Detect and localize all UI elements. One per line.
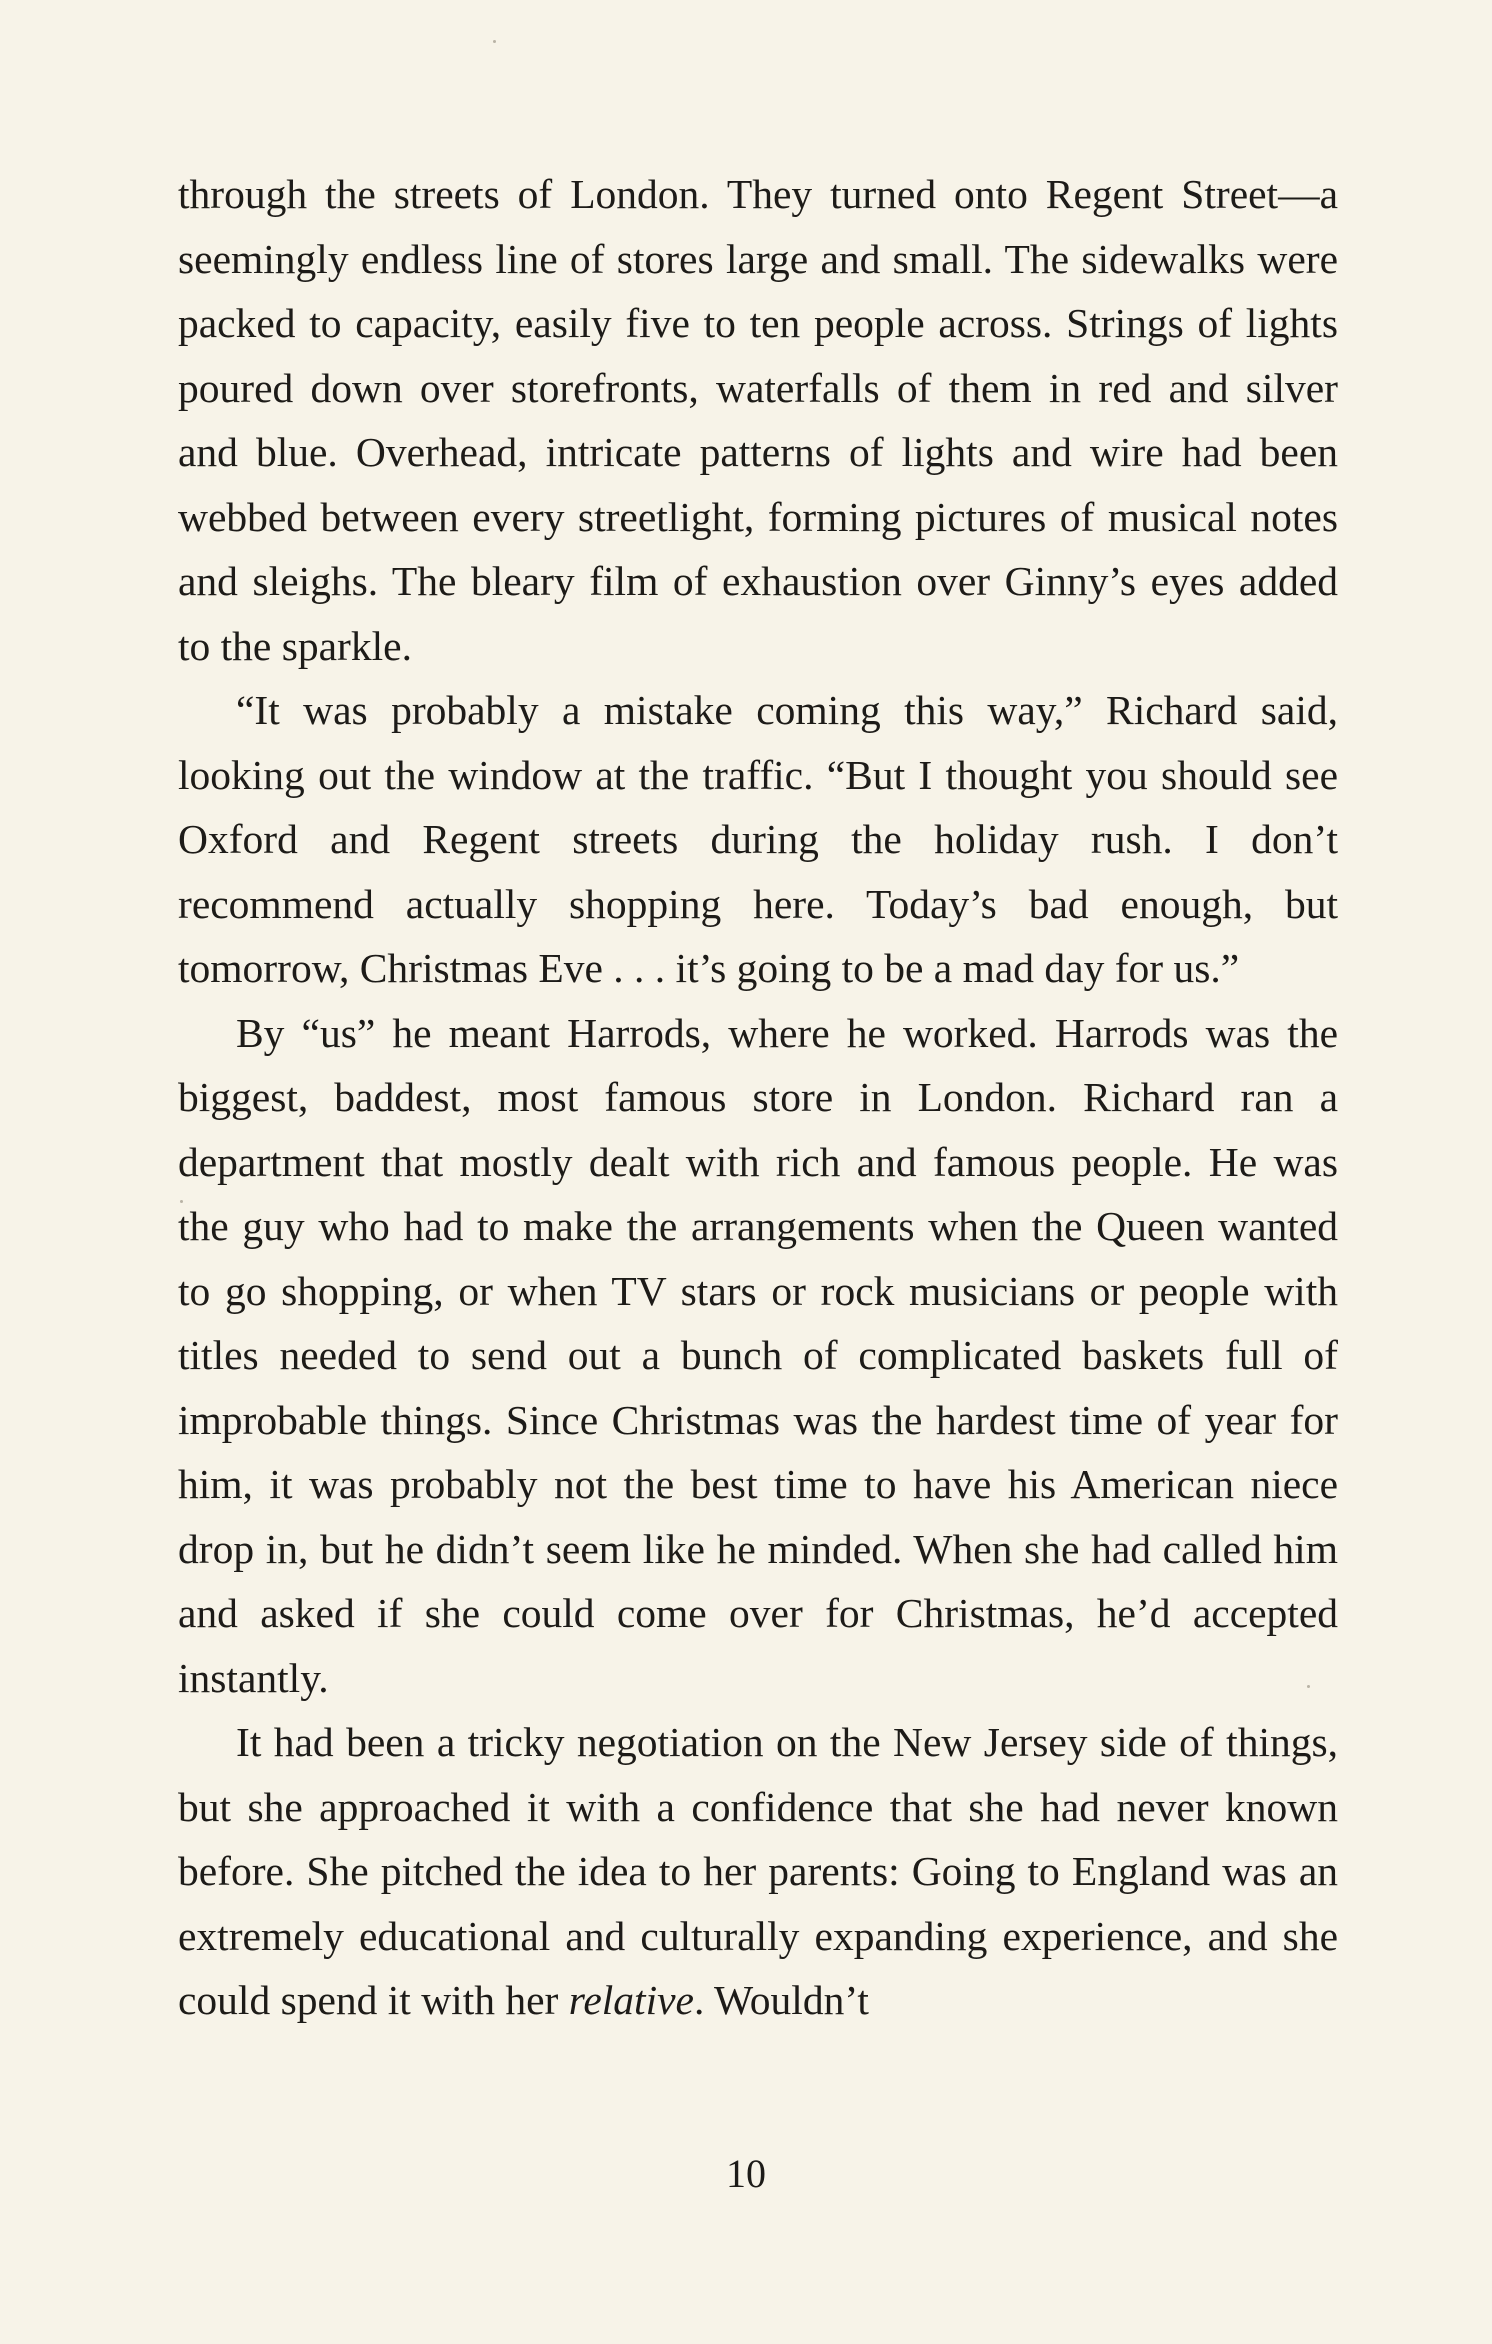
paragraph-3: By “us” he meant Harrods, where he worked. Harrods was the biggest, baddest, most famous store in London. Richard ran a department that mostly dealt with rich and famous people. He was the guy who had to make the arrangements when the Queen wanted to go shopping, or when TV stars or rock musicians or people with titles needed to send out a bunch of complicated baskets full of improbable things. Since Christmas was the hardest time of year for him, it was probably not the best time to have his American niece drop in, but he didn’t seem like he minded. When she had called him and asked if she could come over for Christmas, he’d accepted instantly. — [178, 1009, 1338, 1701]
paragraph-2: “It was probably a mistake coming this way,” Richard said, looking out the window at the traffic. “But I thought you should see Oxford and Regent streets during the holiday rush. I don’t recommend actually shopping here. Today’s bad enough, but tomorrow, Christmas Eve . . . it’s going to be a mad day for us.” — [178, 687, 1338, 991]
body-text — [178, 162, 1338, 2033]
paragraph-4 — [178, 1710, 1338, 2033]
paragraph-4-italic-word: relative — [568, 1977, 694, 2023]
page-number: 10 — [726, 2151, 766, 2196]
paragraph-4-text-start: It had been a tricky negotiation on the New Jersey side of things, but she approached it with a confidence that she had never known before. She pitched the idea to her parents: Going to England was an extremely educational and culturally expanding experience, and she could spend it with her — [178, 1719, 1338, 2023]
paragraph-4-text-end: . Wouldn’t — [693, 1977, 869, 2023]
paper-speck — [493, 40, 496, 43]
paragraph-1: through the streets of London. They turned onto Regent Street—a seemingly endless line of stores large and small. The sidewalks were packed to capacity, easily five to ten people across. Strings of lights poured down over storefronts, waterfalls of them in red and silver and blue. Overhead, intricate patterns of lights and wire had been webbed between every streetlight, forming pictures of musical notes and sleighs. The bleary film of exhaustion over Ginny’s eyes added to the sparkle. — [178, 171, 1338, 669]
